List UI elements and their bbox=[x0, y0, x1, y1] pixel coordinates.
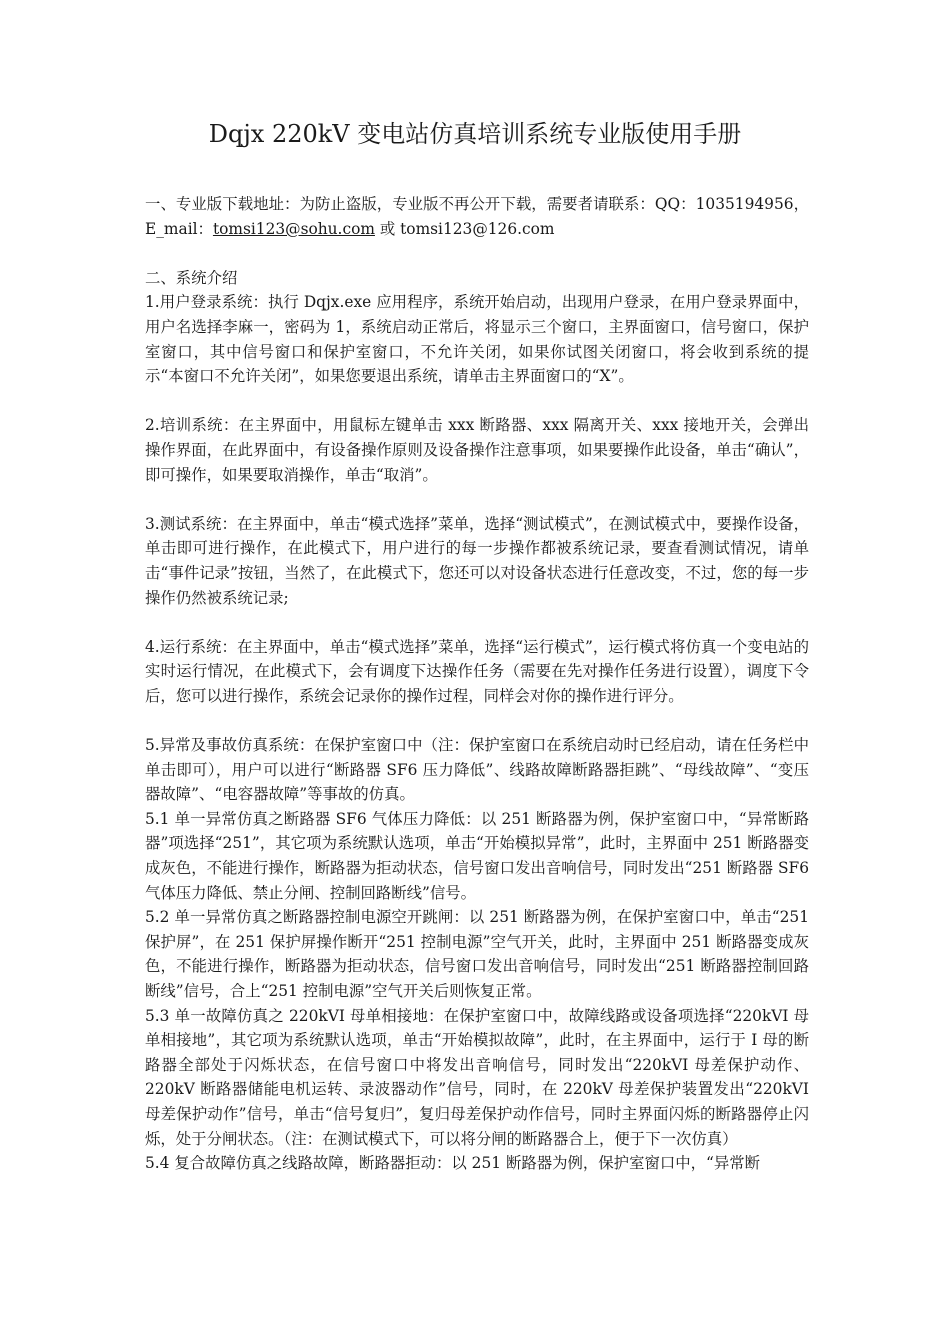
paragraph-5-2: 5.2 单一异常仿真之断路器控制电源空开跳闸：以 251 断路器为例，在保护室窗口中，单击“251 保护屏”，在 251 保护屏操作断开“251 控制电源”空气开关，此时，主界面中 251 断路器变成灰色，不能进行操作，断路器为拒动状态，信号窗口发出音响信号，同时发出“251 断路器控制回路断线”信号，合上“251 控制电源”空气开关后则恢复正常。 bbox=[145, 908, 809, 1000]
spacer bbox=[145, 241, 809, 266]
paragraph-5-1: 5.1 单一异常仿真之断路器 SF6 气体压力降低：以 251 断路器为例，保护室窗口中，“异常断路器”项选择“251”，其它项为系统默认选项，单击“开始模拟异常”，此时，主界面中 251 断路器变成灰色，不能进行操作，断路器为拒动状态，信号窗口发出音响信号，同时发出“251 断路器 SF6 气体压力降低、禁止分闸、控制回路断线”信号。 bbox=[145, 809, 809, 902]
paragraph-fault-simulation: 5.异常及事故仿真系统：在保护室窗口中（注：保护室窗口在系统启动时已经启动，请在任务栏中单击即可），用户可以进行“断路器 SF6 压力降低”、线路故障断路器拒跳”、“母线故障”、“变压器故障”、“电容器故障”等事故的仿真。 bbox=[145, 736, 809, 804]
section-heading-system-intro: 二、系统介绍 bbox=[145, 268, 238, 287]
spacer bbox=[145, 610, 809, 635]
download-info-text: 一、专业版下载地址：为防止盗版，专业版不再公开下载，需要者请联系：QQ：1035194956，E_mail： bbox=[145, 195, 809, 238]
spacer bbox=[145, 708, 809, 733]
spacer bbox=[145, 389, 809, 414]
email-alt-text: 或 tomsi123@126.com bbox=[374, 219, 555, 238]
paragraph-run-system: 4.运行系统：在主界面中，单击“模式选择”菜单，选择“运行模式”，运行模式将仿真一个变电站的实时运行情况，在此模式下，会有调度下达操作任务（需要在先对操作任务进行设置），调度下令后，您可以进行操作，系统会记录你的操作过程，同样会对你的操作进行评分。 bbox=[145, 637, 809, 705]
spacer bbox=[145, 487, 809, 512]
email-link[interactable]: tomsi123@sohu.com bbox=[212, 219, 375, 238]
paragraph-training-system: 2.培训系统：在主界面中，用鼠标左键单击 xxx 断路器、xxx 隔离开关、xxx 接地开关，会弹出操作界面，在此界面中，有设备操作原则及设备操作注意事项，如果要操作此设备，单击“确认”，即可操作，如果要取消操作，单击“取消”。 bbox=[145, 416, 809, 484]
paragraph-5-4: 5.4 复合故障仿真之线路故障，断路器拒动：以 251 断路器为例，保护室窗口中，“异常断 bbox=[145, 1154, 761, 1173]
paragraph-5-3: 5.3 单一故障仿真之 220kVI 母单相接地：在保护室窗口中，故障线路或设备项选择“220kVI 母单相接地”，其它项为系统默认选项，单击“开始模拟故障”，此时，在主界面中，运行于 I 母的断路器全部处于闪烁状态，在信号窗口中将发出音响信号，同时发出“220kVI 母差保护动作、220kV 断路器储能电机运转、录波器动作”信号，同时，在 220kV 母差保护装置发出“220kVI 母差保护动作”信号，单击“信号复归”，复归母差保护动作信号，同时主界面闪烁的断路器停止闪烁，处于分闸状态。（注：在测试模式下，可以将分闸的断路器合上，便于下一次仿真） bbox=[145, 1006, 809, 1148]
document-body bbox=[145, 192, 809, 1176]
document-title: Dqjx 220kV 变电站仿真培训系统专业版使用手册 bbox=[208, 120, 742, 148]
paragraph-login-system: 1.用户登录系统：执行 Dqjx.exe 应用程序，系统开始启动，出现用户登录，在用户登录界面中，用户名选择李麻一，密码为 1，系统启动正常后，将显示三个窗口，主界面窗口，信号窗口，保护室窗口，其中信号窗口和保护室窗口，不允许关闭，如果你试图关闭窗口，将会收到系统的提示“本窗口不允许关闭”，如果您要退出系统，请单击主界面窗口的“X”。 bbox=[145, 293, 809, 386]
download-info-paragraph bbox=[145, 192, 809, 241]
paragraph-test-system: 3.测试系统：在主界面中，单击“模式选择”菜单，选择“测试模式”，在测试模式中，要操作设备，单击即可进行操作，在此模式下，用户进行的每一步操作都被系统记录，要查看测试情况，请单击“事件记录”按钮，当然了，在此模式下，您还可以对设备状态进行任意改变，不过，您的每一步操作仍然被系统记录; bbox=[145, 514, 809, 607]
